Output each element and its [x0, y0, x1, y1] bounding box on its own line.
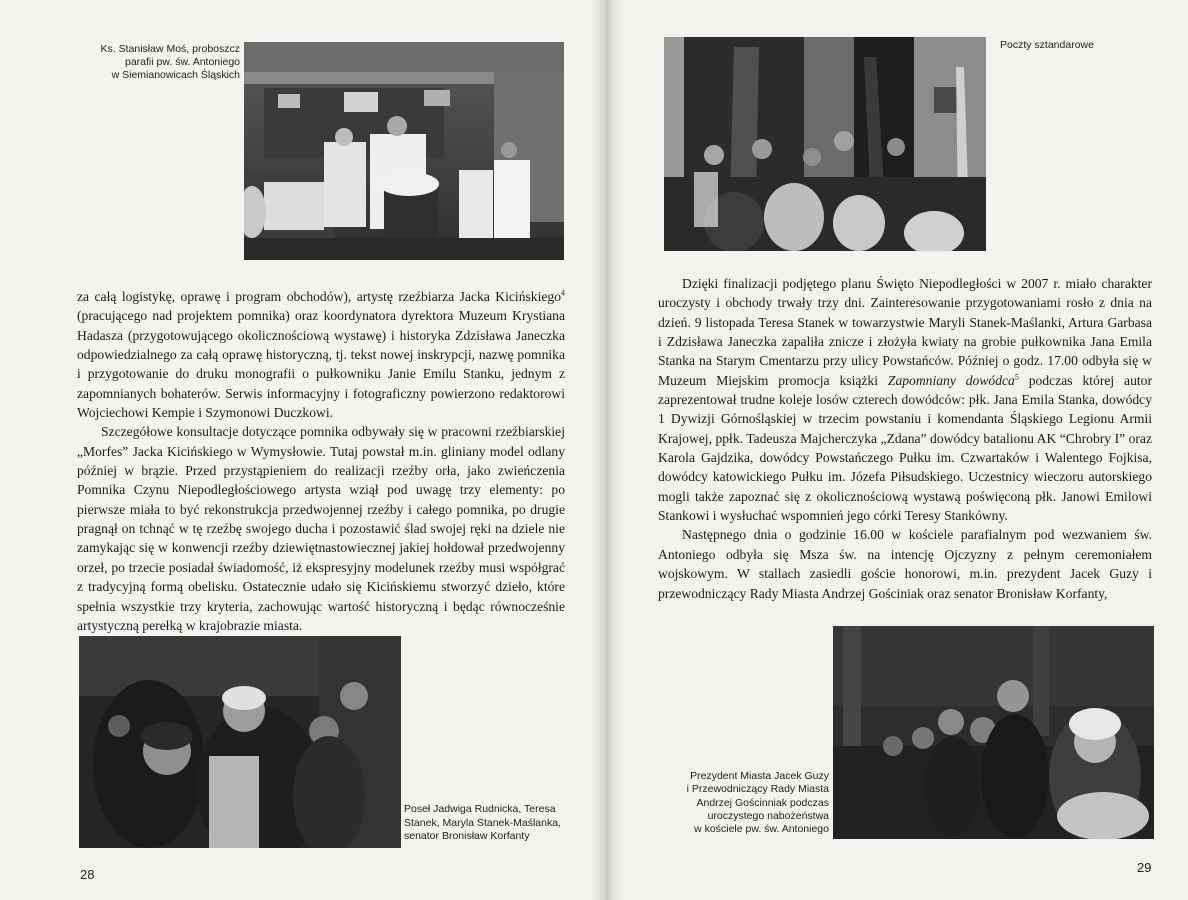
- photo-caption-guests: Poseł Jadwiga Rudnicka, Teresa Stanek, Maryla Stanek-Maślanka, senator Bronisław Korfanty: [404, 803, 561, 842]
- right-paragraph-1: Dzięki finalizacji podjętego planu Święto Niepodległości w 2007 r. miało charakter uroczysty i obchody trwały trzy dni. Zainteresowanie przygotowaniami rosło z dnia na dzień. 9 listopada Teresa Stanek w towarzystwie Maryli Stanek-Maślanki, Artura Garbasa i Zdzisława Janeczka zapaliła znicze i złożyła kwiaty na grobie pułkownika Jana Emila Stanka na Starym Cmentarzu przy ulicy Powstańców. Później o godz. 17.00 odbyła się w Muzeum Miejskim promocja książki Zapomniany dowódca$^5$ podczas której autor zaprezentował trudne koleje losów czterech dowódców: płk. Jana Emila Stanka, dowódcy 1 Dywizji Górnośląskiej w trzecim powstaniu i komendanta Śląskiego Legionu Armii Krajowej, ppłk. Tadeusza Majcherczyka „Zdana” dowódcy batalionu AK “Chrobry I” oraz Karola Gajdzika, dowódcy Powstańczego Pułku im. Czwartaków i Walentego Fojkisa, dowódcy katowickiego Pułku im. Józefa Piłsudskiego. Uczestnicy wieczoru autorskiego mogli także zapoznać się z okolicznościową wystawą poświęconą płk. Janowi Emilowi Stankowi i wysłuchać wspomnień jego córki Teresy Stankówny.: [658, 276, 1152, 524]
- book-title: Zapomniany dowódca: [887, 372, 1015, 388]
- right-body-text: [658, 274, 1152, 603]
- left-paragraph-2: Szczegółowe konsultacje dotyczące pomnika odbywały się w pracowni rzeźbiarskiej „Morfes” Jacka Kicińskiego w Wymysłowie. Tutaj powstał m.in. gliniany model odlany później w brązie. Przed przystąpieniem do realizacji rzeźby orła, jako zwieńczenia Pomnika Czynu Niepodległościowego artysta wziął pod uwagę trzy elementy: po pierwsze miała to być rekonstrukcja przedwojennej rzeźby i całego pomnika, po drugie pragnął on tchnąć w tę rzeźbę swojego ducha i pozostawić ślad swojej ręki na dziele nie zamykając się w konwencji rzeźby dziewiętnastowiecznej jakiej hołdował przedwojenny orzeł, po trzecie posiadał świadomość, iż ekspresyjny modelunek rzeźby musi współgrać z tradycyjną formą obelisku. Ostatecznie udało się Kicińskiemu stworzyć dzieło, które spełnia wszystkie trzy kryteria, zachowując wartość historyczną i będąc równocześnie artystyczną perełką w krajobrazie miasta.: [77, 424, 565, 633]
- page-number-left: 28: [80, 867, 95, 882]
- left-body-text: [77, 287, 565, 635]
- photo-audience-guests: [79, 636, 401, 848]
- footnote-ref-4: 4: [561, 288, 565, 298]
- page-number-right: 29: [1137, 860, 1152, 875]
- photo-color-guards: [664, 37, 986, 251]
- photo-altar-mass: [244, 42, 564, 260]
- photo-caption-president: Prezydent Miasta Jacek Guzy i Przewodniczący Rady Miasta Andrzej Gościnniak podczas uroczystego nabożeństwa w kościele pw. św. Antoniego: [686, 770, 829, 836]
- photo-caption-priest: Ks. Stanisław Moś, proboszcz parafii pw. św. Antoniego w Siemianowicach Śląskich: [100, 43, 240, 81]
- right-page: [607, 0, 1188, 900]
- right-paragraph-2: Następnego dnia o godzinie 16.00 w kościele parafialnym pod wezwaniem św. Antoniego odbyła się Msza św. na intencję Ojczyzny z pełnym ceremoniałem wojskowym. W stallach zasiedli goście honorowi, m.in. prezydent Jacek Guzy i przewodniczący Rady Miasta Andrzej Gościniak oraz senator Bronisław Korfanty,: [658, 527, 1152, 601]
- footnote-ref-5: 5: [1014, 372, 1019, 382]
- photo-president-mass: [833, 626, 1154, 839]
- left-paragraph-1: za całą logistykę, oprawę i program obchodów), artystę rzeźbiarza Jacka Kicińskiego$^4$ (pracującego nad projektem pomnika) oraz koordynatora dyrektora Muzeum Krystiana Hadasza (przygotowującego okolicznościową wystawę) i historyka Zdzisława Janeczka odpowiedzialnego za całą oprawę historyczną, tj. tekst nowej inskrypcji, nazwę pomnika i przygotowanie do druku monografii o pułkowniku Janie Emilu Stanku, jednym z zapomnianych bohaterów. Serwis informacyjny i fotograficzny powierzono redaktorowi Wojciechowi Kempie i Szymonowi Duczkowi.: [77, 288, 565, 421]
- photo-caption-color-guards: Poczty sztandarowe: [1000, 39, 1094, 51]
